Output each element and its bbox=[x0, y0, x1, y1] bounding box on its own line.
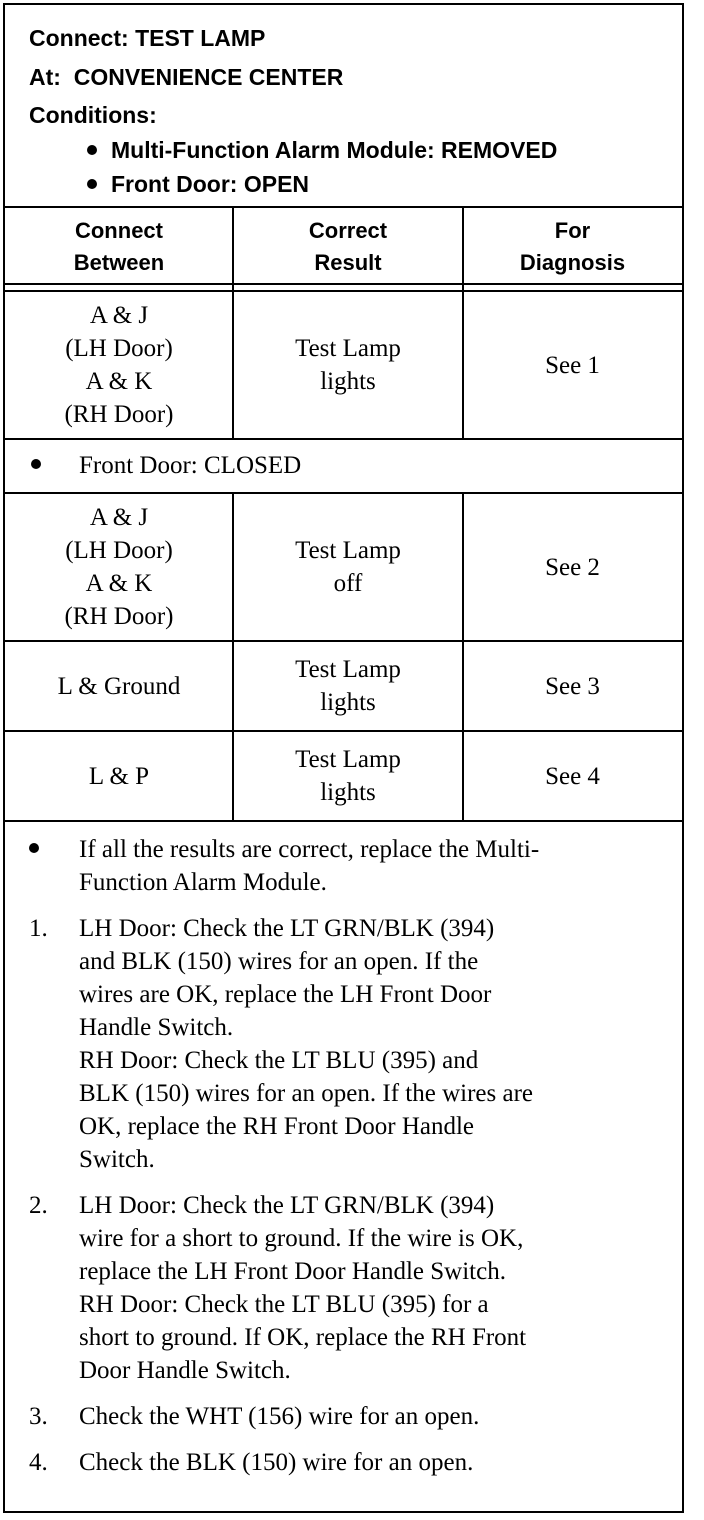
table-row-1-diagnosis: See 1 bbox=[545, 351, 600, 379]
table-row-2-between: A & J (LH Door) A & K (RH Door) bbox=[64, 504, 174, 630]
at-value: CONVENIENCE CENTER bbox=[73, 64, 344, 90]
table-row-1-between: A & J (LH Door) A & K (RH Door) bbox=[64, 302, 174, 428]
note-item: 4. Check the BLK (150) wire for an open. bbox=[29, 1446, 682, 1479]
bullet-icon bbox=[29, 843, 39, 853]
note-marker: 2. bbox=[29, 1192, 48, 1219]
at-line bbox=[29, 58, 682, 97]
condition-band: Front Door: CLOSED bbox=[5, 440, 682, 492]
table-row-3-between: L & Ground bbox=[57, 672, 181, 700]
note-item: 1. LH Door: Check the LT GRN/BLK (394) and BLK (150) wires for an open. If the wires are OK, replace the LH Front Door Handle Switch. RH Door: Check the LT BLU (395) and BLK (150) wires for an open. If the wires are OK, replace the RH Front Door Handle Switch. bbox=[29, 912, 682, 1176]
note-item: If all the results are correct, replace the Multi- Function Alarm Module. bbox=[29, 833, 682, 899]
row-divider bbox=[5, 820, 682, 822]
table-row-4-diagnosis: See 4 bbox=[545, 762, 600, 790]
bullet-icon bbox=[87, 179, 97, 189]
table-row-3-diagnosis: See 3 bbox=[545, 672, 600, 700]
note-marker: 1. bbox=[29, 915, 48, 942]
note-marker: 4. bbox=[29, 1449, 48, 1476]
table-row-2-result: Test Lamp off bbox=[295, 537, 401, 597]
connect-label: Connect: bbox=[29, 25, 129, 51]
table-row-3-result: Test Lamp lights bbox=[295, 656, 401, 716]
table-row-1-result: Test Lamp lights bbox=[295, 335, 401, 395]
diagnosis-notes bbox=[5, 833, 682, 1492]
procedure-frame bbox=[3, 3, 684, 1513]
condition-item: Front Door: OPEN bbox=[29, 167, 682, 201]
connect-line bbox=[29, 19, 682, 58]
note-item: 2. LH Door: Check the LT GRN/BLK (394) wire for a short to ground. If the wire is OK, replace the LH Front Door Handle Switch. RH Door: Check the LT BLU (395) for a short to ground. If OK, replace the RH Front Door Handle Switch. bbox=[29, 1189, 682, 1387]
note-marker: 3. bbox=[29, 1403, 48, 1430]
bullet-icon bbox=[31, 459, 41, 469]
table-row-4-result: Test Lamp lights bbox=[295, 746, 401, 806]
column-header-diagnosis: For Diagnosis bbox=[519, 217, 626, 275]
test-header bbox=[5, 5, 682, 208]
table-row-4-between: L & P bbox=[88, 762, 150, 790]
condition-item: Multi-Function Alarm Module: REMOVED bbox=[29, 133, 682, 167]
at-label: At: bbox=[29, 64, 61, 90]
bullet-icon bbox=[87, 145, 97, 155]
column-header-between: Connect Between bbox=[73, 217, 165, 275]
table-row-2-diagnosis: See 2 bbox=[545, 553, 600, 581]
column-header-result: Correct Result bbox=[308, 217, 388, 275]
note-item: 3. Check the WHT (156) wire for an open. bbox=[29, 1400, 682, 1433]
header-divider bbox=[5, 283, 682, 285]
connect-value: TEST LAMP bbox=[135, 25, 266, 51]
conditions-label: Conditions: bbox=[29, 102, 157, 128]
